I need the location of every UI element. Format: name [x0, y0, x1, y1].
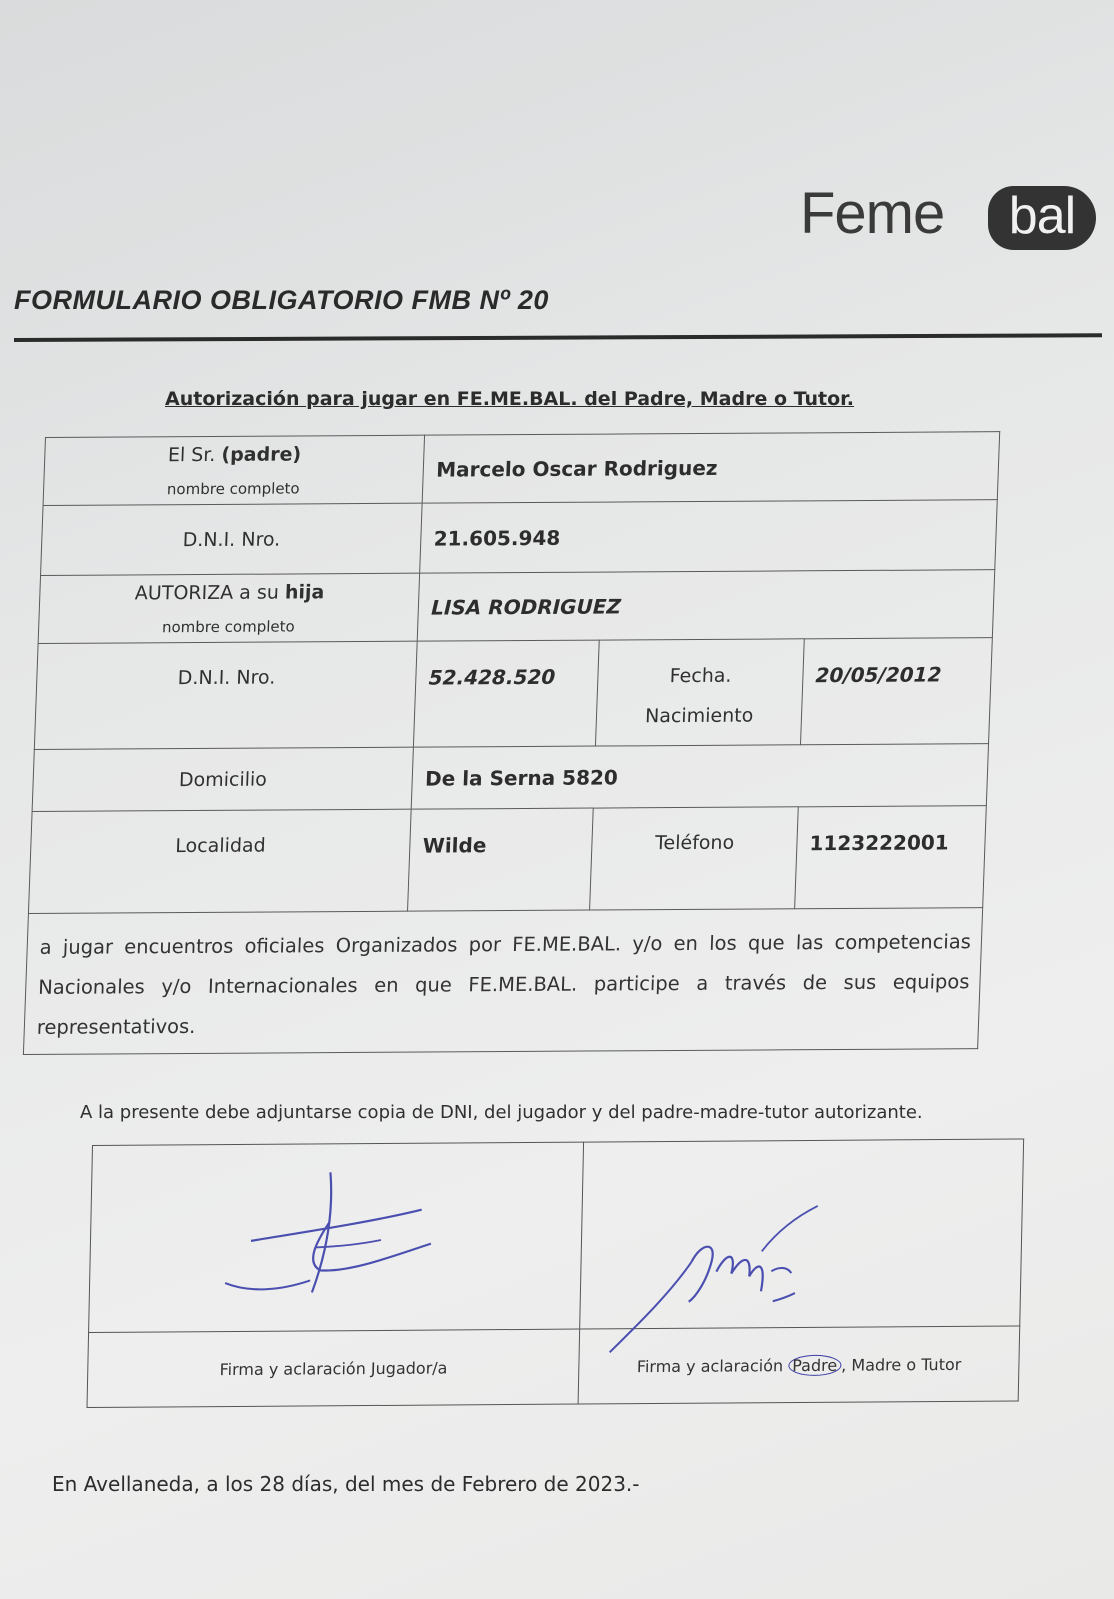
signature-row	[89, 1139, 1024, 1332]
signature-caption-row	[87, 1326, 1020, 1407]
father-dni-value: 21.605.948	[420, 500, 997, 574]
parent-signature	[600, 1201, 853, 1363]
child-name-value: LISA RODRIGUEZ	[418, 570, 995, 642]
authorizes-label: AUTORIZA a su	[134, 581, 280, 604]
locality-row	[28, 806, 986, 914]
clause-row	[23, 908, 982, 1055]
attachment-note: A la presente debe adjuntarse copia de DNI, del jugador y del padre-madre-tutor autorizante.	[80, 1102, 923, 1123]
father-sub-label: nombre completo	[166, 478, 301, 498]
father-name-value: Marcelo Oscar Rodriguez	[423, 432, 1000, 504]
father-name-label-cell	[43, 435, 425, 505]
parent-caption-suffix: , Madre o Tutor	[841, 1354, 962, 1375]
authorization-form	[23, 431, 1000, 1055]
player-signature	[219, 1161, 452, 1313]
child-dni-row	[34, 638, 992, 750]
player-signature-caption: Firma y aclaración Jugador/a	[87, 1329, 580, 1407]
address-label: Domicilio	[32, 747, 414, 811]
locality-label: Localidad	[28, 809, 411, 913]
authorization-clause: a jugar encuentros oficiales Organizados por FE.ME.BAL. y/o en los que las competencias Nacionales y/o Internacionales en que FE.ME.BAL. participe a través de sus equipos representativos.	[23, 908, 982, 1055]
title-divider	[14, 333, 1102, 342]
father-label-bold: (padre)	[221, 442, 302, 466]
player-signature-box	[89, 1142, 584, 1332]
father-dni-row	[41, 500, 998, 576]
parent-caption-prefix: Firma y aclaración	[636, 1355, 784, 1376]
locality-value: Wilde	[408, 808, 594, 911]
logo-badge: bal	[988, 186, 1096, 250]
signatures-table	[86, 1138, 1024, 1408]
birth-label-line2: Nacimiento	[644, 704, 754, 727]
document-subtitle: Autorización para jugar en FE.ME.BAL. del Padre, Madre o Tutor.	[165, 388, 855, 410]
logo-text: Feme	[800, 181, 945, 246]
child-name-row	[38, 570, 995, 644]
birth-label-line1: Fecha.	[669, 664, 732, 687]
address-value: De la Serna 5820	[412, 744, 989, 810]
birth-date-label	[596, 639, 805, 746]
father-label: El Sr.	[167, 443, 216, 466]
form-title: FORMULARIO OBLIGATORIO FMB Nº 20	[14, 285, 549, 315]
child-dni-value: 52.428.520	[414, 640, 600, 747]
father-dni-label: D.N.I. Nro.	[41, 503, 423, 575]
father-name-row	[43, 432, 1000, 506]
birth-date-value: 20/05/2012	[801, 638, 993, 745]
parent-caption-circled: Padre	[788, 1354, 841, 1375]
authorizes-label-bold: hija	[284, 580, 325, 603]
child-dni-label: D.N.I. Nro.	[34, 641, 417, 749]
child-sub-label: nombre completo	[161, 616, 296, 636]
address-row	[32, 744, 988, 812]
child-name-label-cell	[38, 573, 420, 643]
phone-label: Teléfono	[590, 807, 798, 910]
place-date-footer: En Avellaneda, a los 28 días, del mes de Febrero de 2023.-	[52, 1472, 640, 1496]
phone-value: 1123222001	[795, 806, 987, 909]
parent-signature-box	[580, 1139, 1024, 1329]
